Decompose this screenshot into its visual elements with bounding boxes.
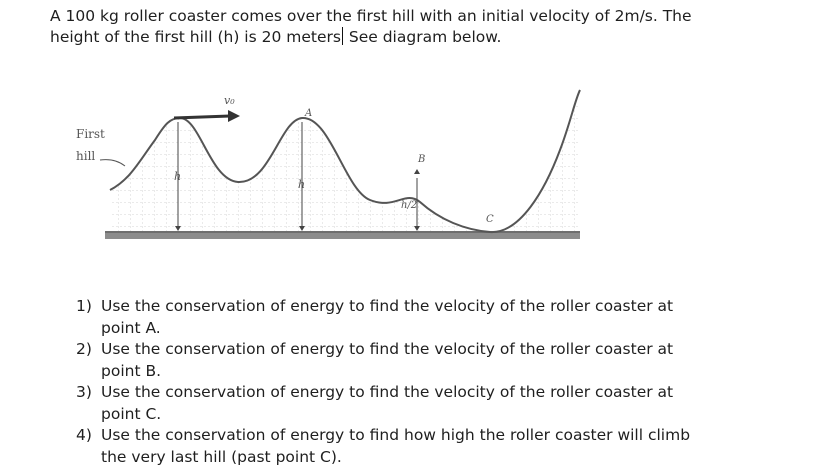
text-cursor — [342, 27, 343, 45]
point-b-label: B — [418, 154, 426, 165]
question-text-continued: point B. — [101, 361, 162, 380]
question-text-continued: point A. — [101, 318, 161, 337]
question-text-continued: point C. — [101, 404, 162, 423]
problem-line-2-part-2: See diagram below. — [343, 28, 502, 46]
problem-line-2-part-1: height of the first hill (h) is 20 meters — [50, 28, 341, 46]
question-number: 3) — [76, 383, 92, 401]
question-text: Use the conservation of energy to find the velocity of the roller coaster at — [101, 297, 674, 315]
question-item — [76, 425, 776, 468]
question-number: 2) — [76, 340, 92, 358]
question-text: Use the conservation of energy to find how high the roller coaster will climb — [101, 426, 691, 444]
question-text: Use the conservation of energy to find the velocity of the roller coaster at — [101, 340, 674, 358]
point-c-label: C — [486, 214, 494, 225]
problem-statement — [50, 6, 790, 48]
first-hill-label-line-1: First — [76, 127, 105, 141]
question-item — [76, 382, 776, 425]
question-number: 4) — [76, 426, 92, 444]
question-text-continued: the very last hill (past point C). — [101, 447, 342, 466]
roller-coaster-diagram — [70, 70, 590, 260]
question-text: Use the conservation of energy to find the velocity of the roller coaster at — [101, 383, 674, 401]
question-item — [76, 339, 776, 382]
question-number: 1) — [76, 297, 92, 315]
grid-background — [110, 90, 580, 235]
question-list — [76, 296, 776, 468]
initial-velocity-label: v₀ — [224, 94, 235, 107]
velocity-arrow — [174, 116, 230, 118]
first-hill-label-line-2: hill — [76, 149, 96, 163]
half-height-label: h/2 — [401, 200, 418, 211]
height-label-first-hill: h — [174, 170, 182, 183]
problem-line-2 — [50, 27, 790, 48]
point-a-label: A — [305, 108, 313, 119]
velocity-arrowhead — [228, 110, 240, 122]
height-label-hill-a: h — [298, 178, 306, 191]
question-item — [76, 296, 776, 339]
problem-line-1: A 100 kg roller coaster comes over the first hill with an initial velocity of 2m/s. The — [50, 7, 692, 25]
ground — [105, 232, 580, 239]
first-hill-pointer — [100, 160, 125, 166]
